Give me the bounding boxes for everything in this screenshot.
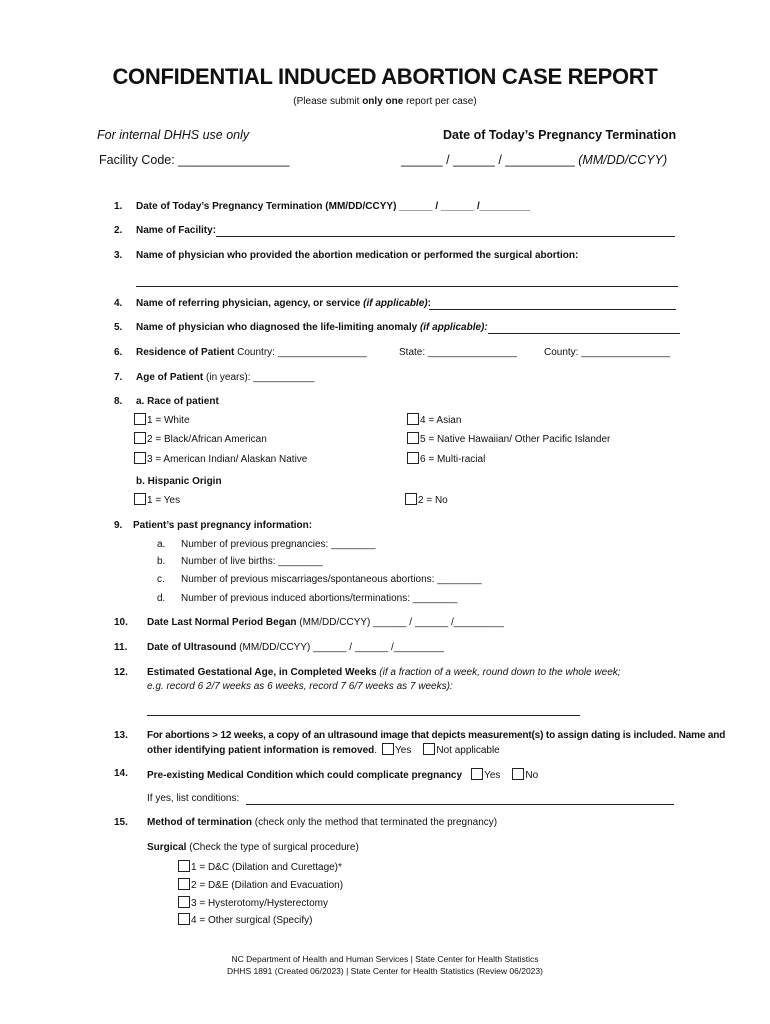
- q4-number: 4.: [114, 298, 123, 309]
- q14-conditions-line[interactable]: [246, 804, 674, 805]
- race-option-label: 1 = White: [147, 415, 190, 426]
- surgical-option-dc[interactable]: [178, 860, 342, 873]
- checkbox[interactable]: [178, 896, 190, 908]
- q10-last-period[interactable]: [147, 617, 504, 628]
- q9-number: 9.: [114, 520, 123, 531]
- q4-label-note: (if applicable): [363, 298, 428, 309]
- q9c-miscarriages[interactable]: Number of previous miscarriages/spontaneous abortions: ________: [181, 574, 482, 585]
- q13-yes-label: Yes: [395, 745, 412, 756]
- q6-country-field[interactable]: Country: ________________: [234, 347, 367, 358]
- q15-label: Method of termination: [147, 817, 252, 828]
- q9b-live-births[interactable]: Number of live births: ________: [181, 556, 323, 567]
- q8b-hispanic-label: b. Hispanic Origin: [136, 476, 222, 487]
- q9d-induced-abortions[interactable]: Number of previous induced abortions/terminations: ________: [181, 593, 458, 604]
- termination-date-heading: Date of Today’s Pregnancy Termination: [443, 128, 677, 142]
- subtitle-emphasis: only one: [362, 96, 404, 107]
- q13-ultrasound-options: [147, 743, 500, 756]
- q9d-letter: d.: [157, 593, 166, 604]
- q4-referring-line[interactable]: [429, 309, 676, 310]
- checkbox[interactable]: [134, 432, 146, 444]
- checkbox[interactable]: [407, 413, 419, 425]
- surgical-option-label: 1 = D&C (Dilation and Curettage)*: [191, 862, 342, 873]
- q2-facility-label: Name of Facility:: [136, 225, 217, 236]
- q3-number: 3.: [114, 250, 123, 261]
- q4-referring-label: [136, 298, 431, 309]
- surgical-option-label: 2 = D&E (Dilation and Evacuation): [191, 880, 344, 891]
- q13-number: 13.: [114, 730, 128, 741]
- q9-pregnancy-label: Patient’s past pregnancy information:: [133, 520, 313, 531]
- checkbox[interactable]: [134, 452, 146, 464]
- q13-na-checkbox[interactable]: [423, 743, 435, 755]
- surgical-option-de[interactable]: [178, 878, 343, 891]
- q1-number: 1.: [114, 201, 123, 212]
- date-format-hint: (MM/DD/CCYY): [578, 153, 668, 167]
- checkbox[interactable]: [405, 493, 417, 505]
- q9a-letter: a.: [157, 539, 166, 550]
- footer-form-id: DHHS 1891 (Created 06/2023) | State Center for Health Statistics (Review 06/2023): [227, 966, 543, 976]
- q4-label-colon: :: [427, 298, 431, 309]
- q3-physician-line[interactable]: [136, 286, 678, 287]
- termination-date-field[interactable]: [401, 153, 667, 167]
- checkbox[interactable]: [407, 452, 419, 464]
- q6-county-field[interactable]: County: ________________: [544, 347, 671, 358]
- q9a-previous-pregnancies[interactable]: Number of previous pregnancies: ________: [181, 539, 376, 550]
- race-option-asian[interactable]: [407, 413, 461, 426]
- q12-gestational-age-line[interactable]: [147, 715, 580, 716]
- surgical-option-label: 4 = Other surgical (Specify): [191, 915, 313, 926]
- q12-instruction: (if a fraction of a week, round down to the whole week;: [376, 667, 621, 678]
- q4-label-text: Name of referring physician, agency, or service: [136, 298, 364, 309]
- hispanic-option-no[interactable]: [405, 493, 448, 506]
- q12-label: Estimated Gestational Age, in Completed Weeks: [147, 667, 377, 678]
- race-option-white[interactable]: [134, 413, 190, 426]
- q3-physician-label: Name of physician who provided the abortion medication or performed the surgical abortion:: [136, 250, 579, 261]
- checkbox[interactable]: [178, 860, 190, 872]
- q14-number: 14.: [114, 768, 128, 779]
- q9c-letter: c.: [157, 574, 165, 585]
- q5-label-note: (if applicable):: [419, 322, 488, 333]
- surgical-heading: [147, 842, 359, 853]
- page-subtitle: [0, 96, 770, 107]
- surgical-option-other[interactable]: [178, 913, 312, 926]
- q5-anomaly-line[interactable]: [488, 333, 680, 334]
- q13-label-line2: other identifying patient information is removed: [147, 745, 375, 756]
- q10-number: 10.: [114, 617, 128, 628]
- internal-use-label: For internal DHHS use only: [97, 128, 250, 142]
- checkbox[interactable]: [407, 432, 419, 444]
- q8-number: 8.: [114, 396, 123, 407]
- q15-number: 15.: [114, 817, 128, 828]
- footer-department: NC Department of Health and Human Services | State Center for Health Statistics: [231, 954, 539, 964]
- surgical-option-label: 3 = Hysterotomy/Hysterectomy: [191, 898, 328, 909]
- q11-ultrasound-date[interactable]: [147, 642, 444, 653]
- surgical-label: Surgical: [147, 842, 187, 853]
- page-title: CONFIDENTIAL INDUCED ABORTION CASE REPORT: [112, 64, 658, 89]
- q2-number: 2.: [114, 225, 123, 236]
- q5-anomaly-label: [136, 322, 488, 333]
- q15-method-label: [147, 817, 497, 828]
- q13-na-label: Not applicable: [436, 745, 500, 756]
- race-option-label: 5 = Native Hawaiian/ Other Pacific Islander: [420, 434, 611, 445]
- q12-gestational-age-label: [147, 667, 621, 678]
- q14-yes-label: Yes: [484, 770, 501, 781]
- surgical-option-hysterotomy[interactable]: [178, 896, 328, 909]
- q12-number: 12.: [114, 667, 128, 678]
- q6-state-field[interactable]: State: ________________: [399, 347, 517, 358]
- hispanic-option-label: 1 = Yes: [147, 495, 181, 506]
- hispanic-option-label: 2 = No: [418, 495, 448, 506]
- q14-yes-checkbox[interactable]: [471, 768, 483, 780]
- q13-period: .: [374, 745, 378, 756]
- q14-label: Pre-existing Medical Condition which could complicate pregnancy: [147, 770, 463, 781]
- q9b-letter: b.: [157, 556, 166, 567]
- race-option-label: 3 = American Indian/ Alaskan Native: [147, 454, 308, 465]
- race-option-native-hawaiian[interactable]: [407, 432, 610, 445]
- checkbox[interactable]: [134, 413, 146, 425]
- q6-number: 6.: [114, 347, 123, 358]
- race-option-label: 6 = Multi-racial: [420, 454, 486, 465]
- race-option-label: 2 = Black/African American: [147, 434, 267, 445]
- date-blank[interactable]: ______ / ______ / __________: [401, 153, 579, 167]
- q7-age-field[interactable]: (in years): ___________: [203, 372, 315, 383]
- q14-list-label: If yes, list conditions:: [147, 793, 240, 804]
- subtitle-text-end: report per case): [403, 96, 477, 107]
- q7-number: 7.: [114, 372, 123, 383]
- q7-age[interactable]: [136, 372, 314, 383]
- q14-no-label: No: [525, 770, 539, 781]
- q8-race-label: a. Race of patient: [136, 396, 219, 407]
- race-option-label: 4 = Asian: [420, 415, 462, 426]
- q11-date-field[interactable]: (MM/DD/CCYY) ______ / ______ /_________: [236, 642, 444, 653]
- q10-label: Date Last Normal Period Began: [147, 617, 297, 628]
- q6-residence: [136, 347, 367, 358]
- checkbox[interactable]: [134, 493, 146, 505]
- q14-medical-condition: [147, 768, 538, 781]
- q11-number: 11.: [114, 642, 128, 653]
- q15-instruction: (check only the method that terminated the pregnancy): [252, 817, 498, 828]
- race-option-black[interactable]: [134, 432, 267, 445]
- q11-label: Date of Ultrasound: [147, 642, 237, 653]
- hispanic-option-yes[interactable]: [134, 493, 180, 506]
- q5-label-text: Name of physician who diagnosed the life-limiting anomaly: [136, 322, 420, 333]
- q1-termination-date[interactable]: Date of Today’s Pregnancy Termination (MM/DD/CCYY) ______ / ______ /_________: [136, 201, 530, 212]
- q5-number: 5.: [114, 322, 123, 333]
- q7-label: Age of Patient: [136, 372, 204, 383]
- q6-label: Residence of Patient: [136, 347, 235, 358]
- q13-ultrasound-label: For abortions > 12 weeks, a copy of an ultrasound image that depicts measurement(s) to assign dating is included. Name and: [147, 730, 726, 741]
- q14-no-checkbox[interactable]: [512, 768, 524, 780]
- q12-example: e.g. record 6 2/7 weeks as 6 weeks, record 7 6/7 weeks as 7 weeks):: [147, 681, 453, 692]
- q13-yes-checkbox[interactable]: [382, 743, 394, 755]
- q2-facility-line[interactable]: [216, 236, 675, 237]
- checkbox[interactable]: [178, 913, 190, 925]
- race-option-american-indian[interactable]: [134, 452, 307, 465]
- surgical-instruction: (Check the type of surgical procedure): [186, 842, 359, 853]
- subtitle-text: (Please submit: [293, 96, 363, 107]
- q10-date-field[interactable]: (MM/DD/CCYY) ______ / ______ /_________: [296, 617, 504, 628]
- race-option-multi-racial[interactable]: [407, 452, 485, 465]
- facility-code-field[interactable]: Facility Code: ________________: [99, 153, 290, 167]
- checkbox[interactable]: [178, 878, 190, 890]
